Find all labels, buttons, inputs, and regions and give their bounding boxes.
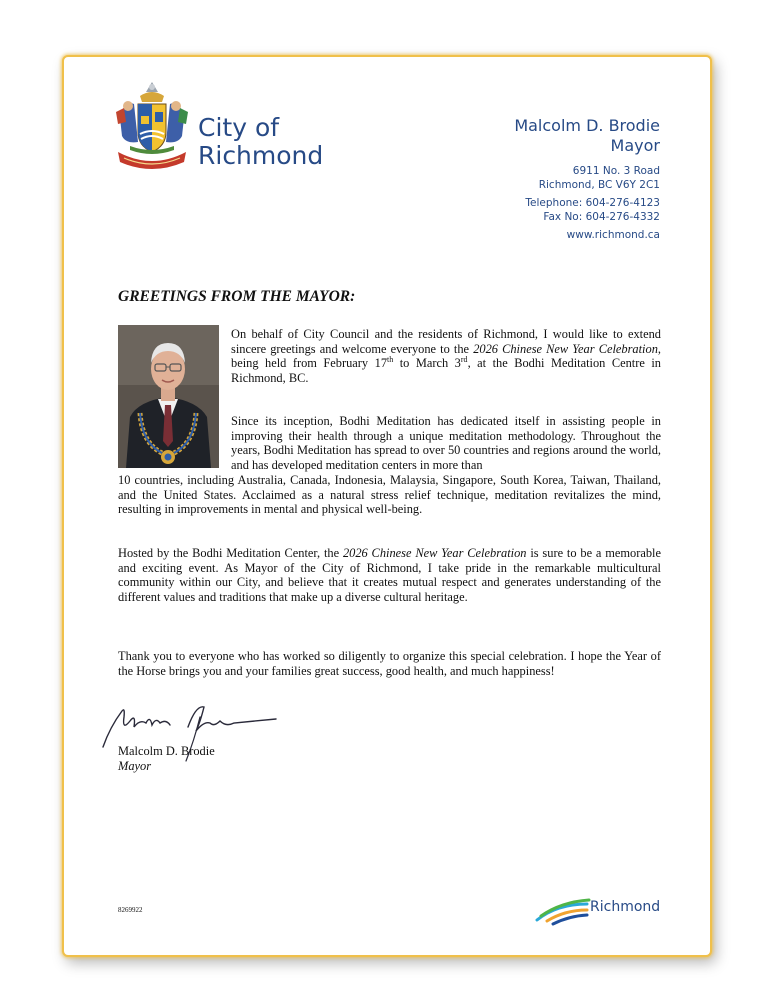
signature-block bbox=[118, 744, 215, 774]
address-line2: Richmond, BC V6Y 2C1 bbox=[538, 178, 660, 191]
paragraph-bodhi-continued: 10 countries, including Australia, Canada, Indonesia, Malaysia, Singapore, South Korea, Taiwan, Thailand, and the United States. Acclaimed as a natural stress relief technique, meditation revitalizes the mind, resulting in improvements in mental and physical well-being. bbox=[118, 473, 661, 517]
footer-richmond-wordmark: Richmond bbox=[590, 899, 661, 915]
mayor-name: Malcolm D. Brodie bbox=[514, 116, 660, 135]
paragraph-thank-you: Thank you to everyone who has worked so diligently to organize this special celebration. I hope the Year of the Horse brings you and your families great success, good health, and much happiness! bbox=[118, 649, 661, 678]
telephone: Telephone: 604-276-4123 bbox=[525, 197, 660, 209]
city-name-line1: City of bbox=[198, 113, 280, 142]
mayor-title: Mayor bbox=[610, 136, 660, 155]
document-number: 8269922 bbox=[118, 906, 143, 914]
mayor-contact-block bbox=[514, 116, 660, 243]
paragraph-bodhi-intro: Since its inception, Bodhi Meditation has dedicated itself in assisting people in improving their health through a unique meditation methodology. Throughout the years, Bodhi Meditation has spread to over 50 countries and regions around the world, and has developed meditation centers in more than bbox=[231, 414, 661, 473]
paragraph-welcome: On behalf of City Council and the residents of Richmond, I would like to extend sincere greetings and welcome everyone to the 2026 Chinese New Year Celebration, being held from February 17th to March 3rd, at the Bodhi Meditation Centre in Richmond, BC. bbox=[231, 327, 661, 386]
website-link[interactable]: www.richmond.ca bbox=[566, 229, 660, 241]
city-name-line2: Richmond bbox=[198, 141, 324, 170]
signer-title: Mayor bbox=[118, 759, 152, 773]
signer-name: Malcolm D. Brodie bbox=[118, 744, 215, 758]
city-crest-logo bbox=[110, 78, 194, 174]
paragraph-hosted-by: Hosted by the Bodhi Meditation Center, the 2026 Chinese New Year Celebration is sure to be a memorable and exciting event. As Mayor of the City of Richmond, I take pride in the remarkable multicultural community within our City, and believe that it creates mutual respect and generates understanding of the different values and traditions that make up a diverse cultural heritage. bbox=[118, 546, 661, 605]
mayor-portrait-photo bbox=[118, 325, 219, 468]
fax-number: Fax No: 604-276-4332 bbox=[543, 210, 660, 223]
address-line1: 6911 No. 3 Road bbox=[572, 165, 660, 177]
city-of-richmond-wordmark bbox=[198, 114, 323, 170]
letter-heading: GREETINGS FROM THE MAYOR: bbox=[118, 288, 356, 305]
